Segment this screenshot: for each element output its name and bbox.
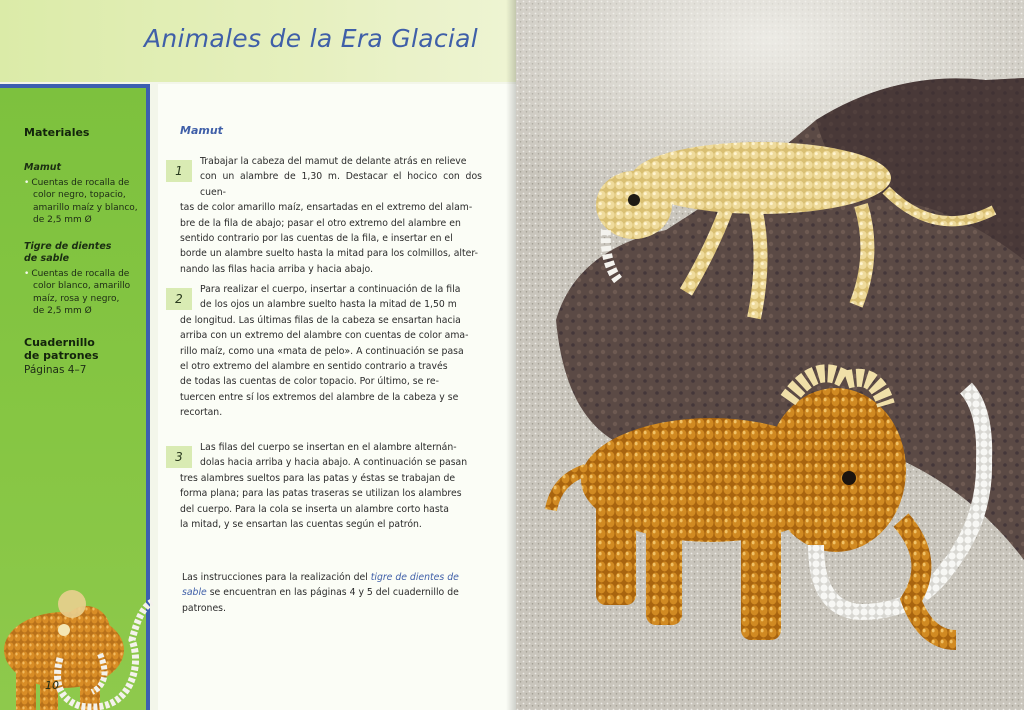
pattern-line-2: de patrones <box>24 349 99 362</box>
mamut-materials <box>24 177 144 226</box>
step-1-number: 1 <box>166 160 192 182</box>
step-3-line: forma plana; para las patas traseras se utilizan los alambres <box>180 488 462 500</box>
page-title: Animales de la Era Glacial <box>143 24 478 53</box>
section-heading: Mamut <box>180 124 223 137</box>
step-3-line: dolas hacia arriba y hacia abajo. A continuación se pasan <box>200 457 468 469</box>
pattern-pages: Páginas 4–7 <box>24 364 87 376</box>
tiger-instructions-note <box>182 570 482 616</box>
step-3-line: del cuerpo. Para la cola se inserta un alambre corto hasta <box>180 503 450 515</box>
step-2-line: de longitud. Las últimas filas de la cabeza se ensartan hacia <box>180 314 461 326</box>
step-3-line: tres alambres sueltos para las patas y éstas se trabajan de <box>180 472 456 484</box>
note-text-end: se encuentran en las páginas 4 y 5 del cuadernillo de patrones. <box>182 587 459 614</box>
tigre-label <box>24 241 111 265</box>
step-1-line: bre de la fila de abajo; pasar el otro extremo del alambre en <box>180 217 461 229</box>
instructions-column <box>158 84 516 710</box>
tigre-line-2: color blanco, amarillo <box>33 281 131 292</box>
step-1-line: borde un alambre suelto hasta la mitad para los colmillos, alter- <box>180 248 478 260</box>
step-2-line: recortan. <box>180 407 223 419</box>
mamut-line-2: color negro, topacio, <box>33 190 126 201</box>
tiger-pattern-link[interactable]: tigre de dientes de sable <box>182 572 459 599</box>
step-3-line: la mitad, y se ensartan las cuentas según el patrón. <box>180 519 422 531</box>
step-2-line: arriba con un extremo del alambre con cuentas de color ama- <box>180 330 469 342</box>
materials-heading: Materiales <box>24 126 90 139</box>
step-3-number: 3 <box>166 446 192 468</box>
step-1-line: con un alambre de 1,30 m. Destacar el hocico con dos cuen- <box>200 171 482 198</box>
step-1-line: tas de color amarillo maíz, ensartadas en el extremo del alam- <box>180 202 473 214</box>
pattern-line-1: Cuadernillo <box>24 336 95 349</box>
step-2-line: de los ojos un alambre suelto hasta la mitad de 1,50 m <box>200 299 457 311</box>
page-number: 10 <box>45 679 59 692</box>
tigre-line-3: maíz, rosa y negro, <box>33 293 120 304</box>
step-3-line: Las filas del cuerpo se insertan en el alambre alternán- <box>200 442 457 453</box>
right-page-photo <box>516 0 1024 710</box>
tigre-line-1: Cuentas de rocalla de <box>31 269 130 279</box>
step-1-line: nando las filas hacia arriba y hacia abajo. <box>180 263 374 275</box>
mamut-label: Mamut <box>24 162 62 173</box>
note-text-start: Las instrucciones para la realización del <box>182 572 371 583</box>
step-2-line: Para realizar el cuerpo, insertar a continuación de la fila <box>200 284 461 295</box>
step-2-number: 2 <box>166 288 192 310</box>
tigre-label-line-2: de sable <box>24 253 70 264</box>
beaded-animals-photo <box>516 0 1024 710</box>
step-2-text <box>180 282 482 421</box>
title-band <box>0 0 516 82</box>
step-2-line: el otro extremo del alambre en sentido contrario a través <box>180 361 448 373</box>
tigre-materials <box>24 268 144 317</box>
bullet-icon: • <box>24 269 30 279</box>
mamut-line-1: Cuentas de rocalla de <box>31 178 130 188</box>
materials-sidebar <box>0 84 150 710</box>
step-1-line: Trabajar la cabeza del mamut de delante atrás en relieve <box>200 156 467 167</box>
step-1-line: sentido contrario por las cuentas de la fila, e insertar en el <box>180 233 453 245</box>
mamut-line-3: amarillo maíz y blanco, <box>33 202 138 213</box>
mammoth-thumbnail-image <box>0 588 176 710</box>
step-2-line: tuercen entre sí los extremos del alambre de la cabeza y se <box>180 391 459 403</box>
tigre-line-4: de 2,5 mm Ø <box>33 305 92 316</box>
step-3-text <box>180 440 482 532</box>
mamut-line-4: de 2,5 mm Ø <box>33 214 92 225</box>
step-2-line: rillo maíz, como una «mata de pelo». A continuación se pasa <box>180 345 464 357</box>
tigre-label-line-1: Tigre de dientes <box>24 241 112 252</box>
pattern-booklet <box>24 336 99 362</box>
bullet-icon: • <box>24 178 30 188</box>
step-1-text <box>180 154 482 277</box>
step-2-line: de todas las cuentas de color topacio. Por último, se re- <box>180 376 439 388</box>
